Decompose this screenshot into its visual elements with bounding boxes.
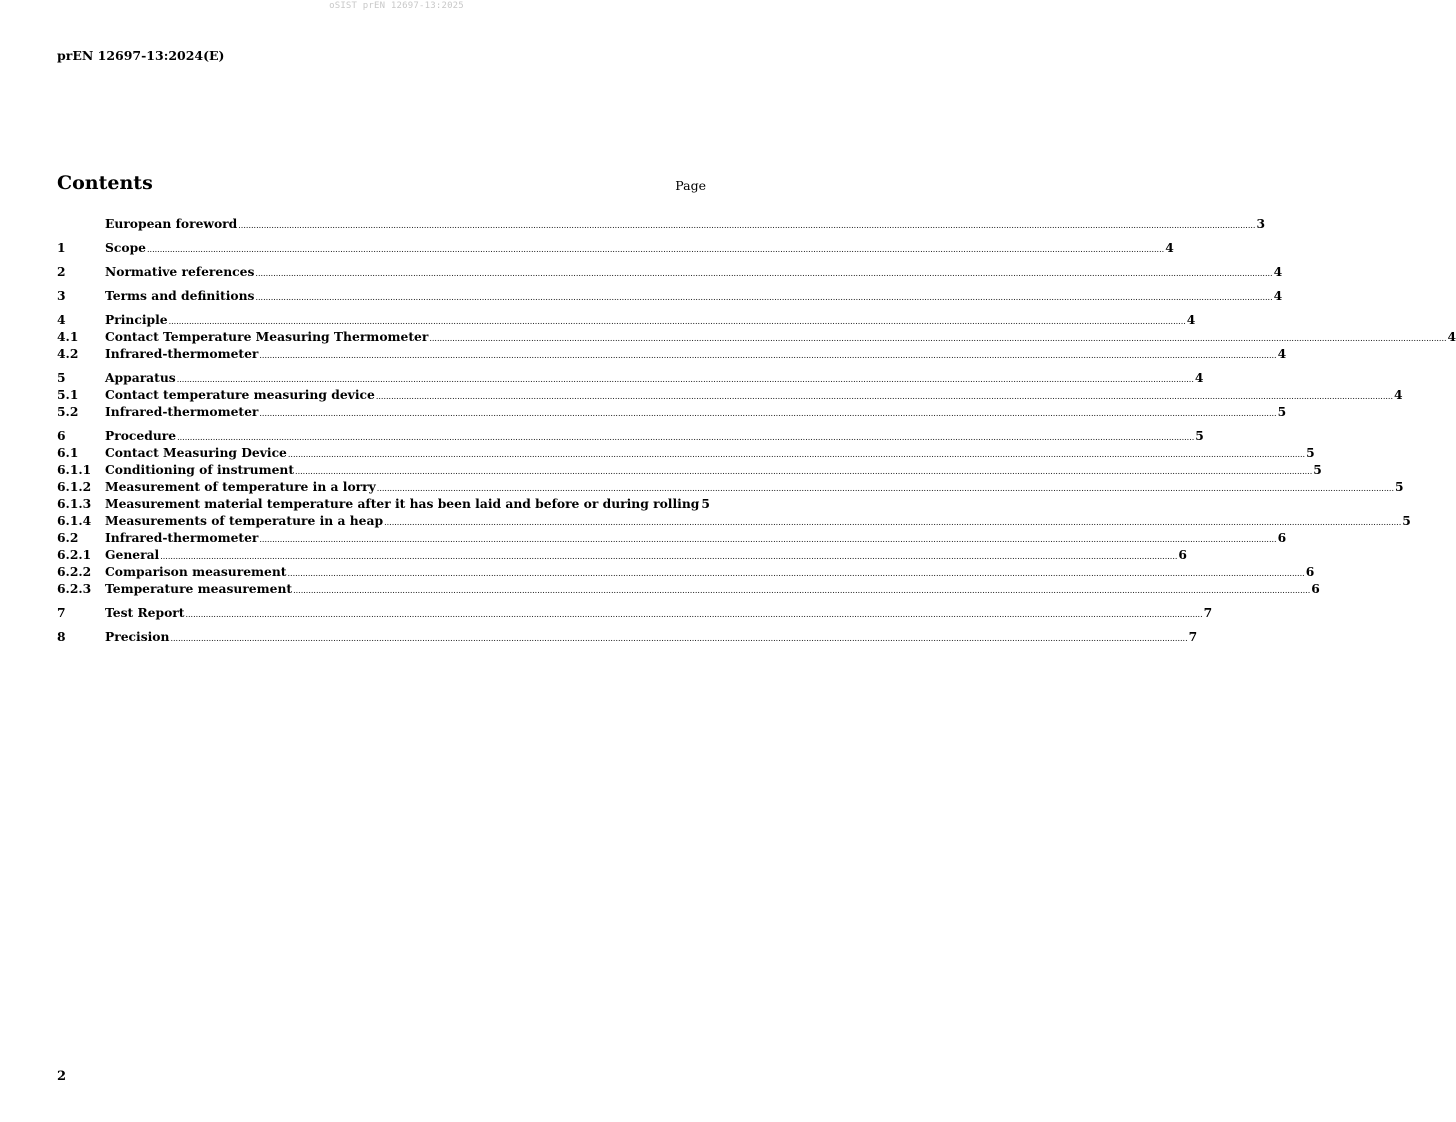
toc-entry-number: 6.1.3 — [57, 496, 92, 511]
toc-entry-page: 6 — [1277, 530, 1287, 545]
toc-entry-page: 5 — [1402, 513, 1411, 528]
toc-leader-dots: ................................................................................................................................................................................................................................................................................................................................................................................................................ — [238, 221, 1256, 230]
toc-entry-number: 4.2 — [57, 346, 79, 361]
toc-entry[interactable] — [57, 605, 1213, 622]
toc-entry-page: 6 — [1178, 547, 1187, 562]
toc-entry[interactable] — [57, 462, 1322, 479]
toc-leader-dots: ................................................................................................................................................................................................................................................................................................................................................................................................................ — [259, 535, 1277, 544]
toc-entry-title[interactable]: Temperature measurement — [105, 581, 293, 596]
toc-entry-title[interactable]: Contact Temperature Measuring Thermometer — [105, 329, 429, 344]
toc-leader-dots: ................................................................................................................................................................................................................................................................................................................................................................................................................ — [376, 484, 1394, 493]
toc-entry[interactable] — [57, 445, 1315, 462]
toc-entry[interactable] — [57, 479, 1404, 496]
toc-entry-title[interactable]: Infrared-thermometer — [105, 346, 259, 361]
toc-entry-title[interactable]: Test Report — [105, 605, 185, 620]
toc-entry-page: 7 — [1203, 605, 1213, 620]
toc-entry[interactable] — [57, 312, 1196, 329]
toc-entry[interactable] — [57, 629, 1198, 646]
toc-entry-number: 6 — [57, 428, 66, 443]
toc-entry[interactable] — [57, 581, 1320, 598]
toc-entry-page: 4 — [1273, 288, 1283, 303]
toc-entry-page: 4 — [1186, 312, 1196, 327]
toc-entry-title[interactable]: Contact Measuring Device — [105, 445, 287, 460]
toc-group — [57, 216, 1266, 233]
page-title: Contents — [57, 172, 153, 194]
toc-entry-title[interactable]: Terms and definitions — [105, 288, 255, 303]
toc-entry[interactable] — [57, 530, 1287, 547]
toc-entry-title[interactable]: Normative references — [105, 264, 255, 279]
toc-entry-page: 4 — [1277, 346, 1287, 361]
toc-entry[interactable] — [57, 387, 1403, 404]
watermark-text: oSIST prEN 12697-13:2025 — [329, 1, 464, 11]
toc-leader-dots: ................................................................................................................................................................................................................................................................................................................................................................................................................ — [185, 610, 1203, 619]
toc-leader-dots: ................................................................................................................................................................................................................................................................................................................................................................................................................ — [255, 293, 1273, 302]
toc-entry-title[interactable]: Scope — [105, 240, 146, 255]
page-number: 2 — [57, 1069, 67, 1084]
toc-entry-title[interactable]: Comparison measurement — [105, 564, 287, 579]
toc-entry[interactable] — [57, 216, 1266, 233]
toc-entry-number: 4.1 — [57, 329, 79, 344]
toc-entry-number: 5.1 — [57, 387, 79, 402]
toc-leader-dots: ................................................................................................................................................................................................................................................................................................................................................................................................................ — [170, 634, 1188, 643]
toc-leader-dots: ................................................................................................................................................................................................................................................................................................................................................................................................................ — [375, 392, 1393, 401]
toc-leader-dots: ................................................................................................................................................................................................................................................................................................................................................................................................................ — [259, 351, 1277, 360]
toc-entry-title[interactable]: Precision — [105, 629, 170, 644]
toc-entry-page: 6 — [1311, 581, 1320, 596]
toc-entry-title[interactable]: Procedure — [105, 428, 177, 443]
toc-entry-number: 6.2.1 — [57, 547, 92, 562]
toc-entry[interactable] — [57, 240, 1174, 257]
toc-entry[interactable] — [57, 547, 1187, 564]
toc-entry-number: 6.1.1 — [57, 462, 92, 477]
toc-entry[interactable] — [57, 428, 1204, 445]
toc-entry-title[interactable]: Apparatus — [105, 370, 176, 385]
toc-entry[interactable] — [57, 404, 1287, 421]
toc-entry-page: 5 — [701, 496, 710, 511]
table-of-contents — [57, 216, 1456, 653]
toc-entry-page: 5 — [1394, 479, 1404, 494]
toc-entry-page: 5 — [1313, 462, 1322, 477]
toc-entry[interactable] — [57, 513, 1411, 530]
toc-entry-page: 4 — [1194, 370, 1204, 385]
toc-entry-title[interactable]: Measurement material temperature after it has been laid and before or during rolling — [105, 496, 700, 511]
toc-entry-page: 7 — [1188, 629, 1198, 644]
toc-entry[interactable] — [57, 346, 1287, 363]
toc-entry-number: 6.2 — [57, 530, 79, 545]
toc-group — [57, 370, 1403, 421]
toc-entry-number: 6.1.2 — [57, 479, 92, 494]
toc-leader-dots: ................................................................................................................................................................................................................................................................................................................................................................................................................ — [177, 433, 1195, 442]
toc-entry[interactable] — [57, 370, 1204, 387]
toc-leader-dots: ................................................................................................................................................................................................................................................................................................................................................................................................................ — [295, 467, 1313, 476]
toc-leader-dots: ................................................................................................................................................................................................................................................................................................................................................................................................................ — [384, 518, 1402, 527]
toc-leader-dots: ................................................................................................................................................................................................................................................................................................................................................................................................................ — [293, 586, 1311, 595]
toc-entry-title[interactable]: Infrared-thermometer — [105, 404, 259, 419]
toc-entry-number: 5.2 — [57, 404, 79, 419]
toc-entry-number: 7 — [57, 605, 66, 620]
toc-entry[interactable] — [57, 329, 1456, 346]
toc-entry-number: 6.2.2 — [57, 564, 92, 579]
toc-entry-number: 6.1 — [57, 445, 79, 460]
toc-leader-dots: ................................................................................................................................................................................................................................................................................................................................................................................................................ — [147, 245, 1165, 254]
toc-entry-page: 3 — [1256, 216, 1266, 231]
toc-entry-page: 5 — [1195, 428, 1204, 443]
toc-entry-page: 5 — [1277, 404, 1287, 419]
toc-entry[interactable] — [57, 496, 710, 513]
toc-group — [57, 629, 1198, 646]
toc-group — [57, 605, 1213, 622]
toc-leader-dots: ................................................................................................................................................................................................................................................................................................................................................................................................................ — [176, 375, 1194, 384]
toc-entry[interactable] — [57, 564, 1315, 581]
toc-entry-title[interactable]: Conditioning of instrument — [105, 462, 295, 477]
toc-entry-title[interactable]: Measurements of temperature in a heap — [105, 513, 384, 528]
toc-entry-title[interactable]: Infrared-thermometer — [105, 530, 259, 545]
toc-entry[interactable] — [57, 288, 1283, 305]
toc-entry-page: 5 — [1306, 445, 1315, 460]
toc-entry-number: 6.2.3 — [57, 581, 92, 596]
toc-entry-title[interactable]: General — [105, 547, 160, 562]
toc-entry-page: 6 — [1305, 564, 1315, 579]
toc-leader-dots: ................................................................................................................................................................................................................................................................................................................................................................................................................ — [255, 269, 1273, 278]
toc-entry-title[interactable]: European foreword — [105, 216, 238, 231]
toc-entry-number: 6.1.4 — [57, 513, 92, 528]
toc-entry-title[interactable]: Measurement of temperature in a lorry — [105, 479, 376, 494]
toc-leader-dots: ................................................................................................................................................................................................................................................................................................................................................................................................................ — [259, 409, 1277, 418]
toc-entry-number: 8 — [57, 629, 66, 644]
page-column-label: Page — [675, 178, 706, 193]
toc-group — [57, 264, 1283, 281]
toc-entry-number: 1 — [57, 240, 66, 255]
toc-entry-title[interactable]: Principle — [105, 312, 168, 327]
toc-entry-page: 4 — [1165, 240, 1174, 255]
toc-entry-page: 4 — [1394, 387, 1403, 402]
toc-entry-title[interactable]: Contact temperature measuring device — [105, 387, 375, 402]
toc-leader-dots: ................................................................................................................................................................................................................................................................................................................................................................................................................ — [287, 450, 1306, 459]
toc-entry-number: 4 — [57, 312, 66, 327]
toc-entry-number: 2 — [57, 264, 66, 279]
toc-group — [57, 428, 1411, 598]
toc-group — [57, 312, 1456, 363]
toc-entry-number: 5 — [57, 370, 66, 385]
toc-entry-page: 4 — [1447, 329, 1456, 344]
toc-group — [57, 240, 1174, 257]
toc-entry[interactable] — [57, 264, 1283, 281]
toc-leader-dots: ................................................................................................................................................................................................................................................................................................................................................................................................................ — [160, 552, 1178, 561]
toc-entry-number: 3 — [57, 288, 66, 303]
toc-leader-dots: ................................................................................................................................................................................................................................................................................................................................................................................................................ — [429, 334, 1447, 343]
toc-group — [57, 288, 1283, 305]
toc-leader-dots: ................................................................................................................................................................................................................................................................................................................................................................................................................ — [287, 569, 1305, 578]
document-id: prEN 12697-13:2024(E) — [57, 48, 225, 63]
toc-leader-dots: ................................................................................................................................................................................................................................................................................................................................................................................................................ — [168, 317, 1186, 326]
toc-entry-page: 4 — [1273, 264, 1283, 279]
